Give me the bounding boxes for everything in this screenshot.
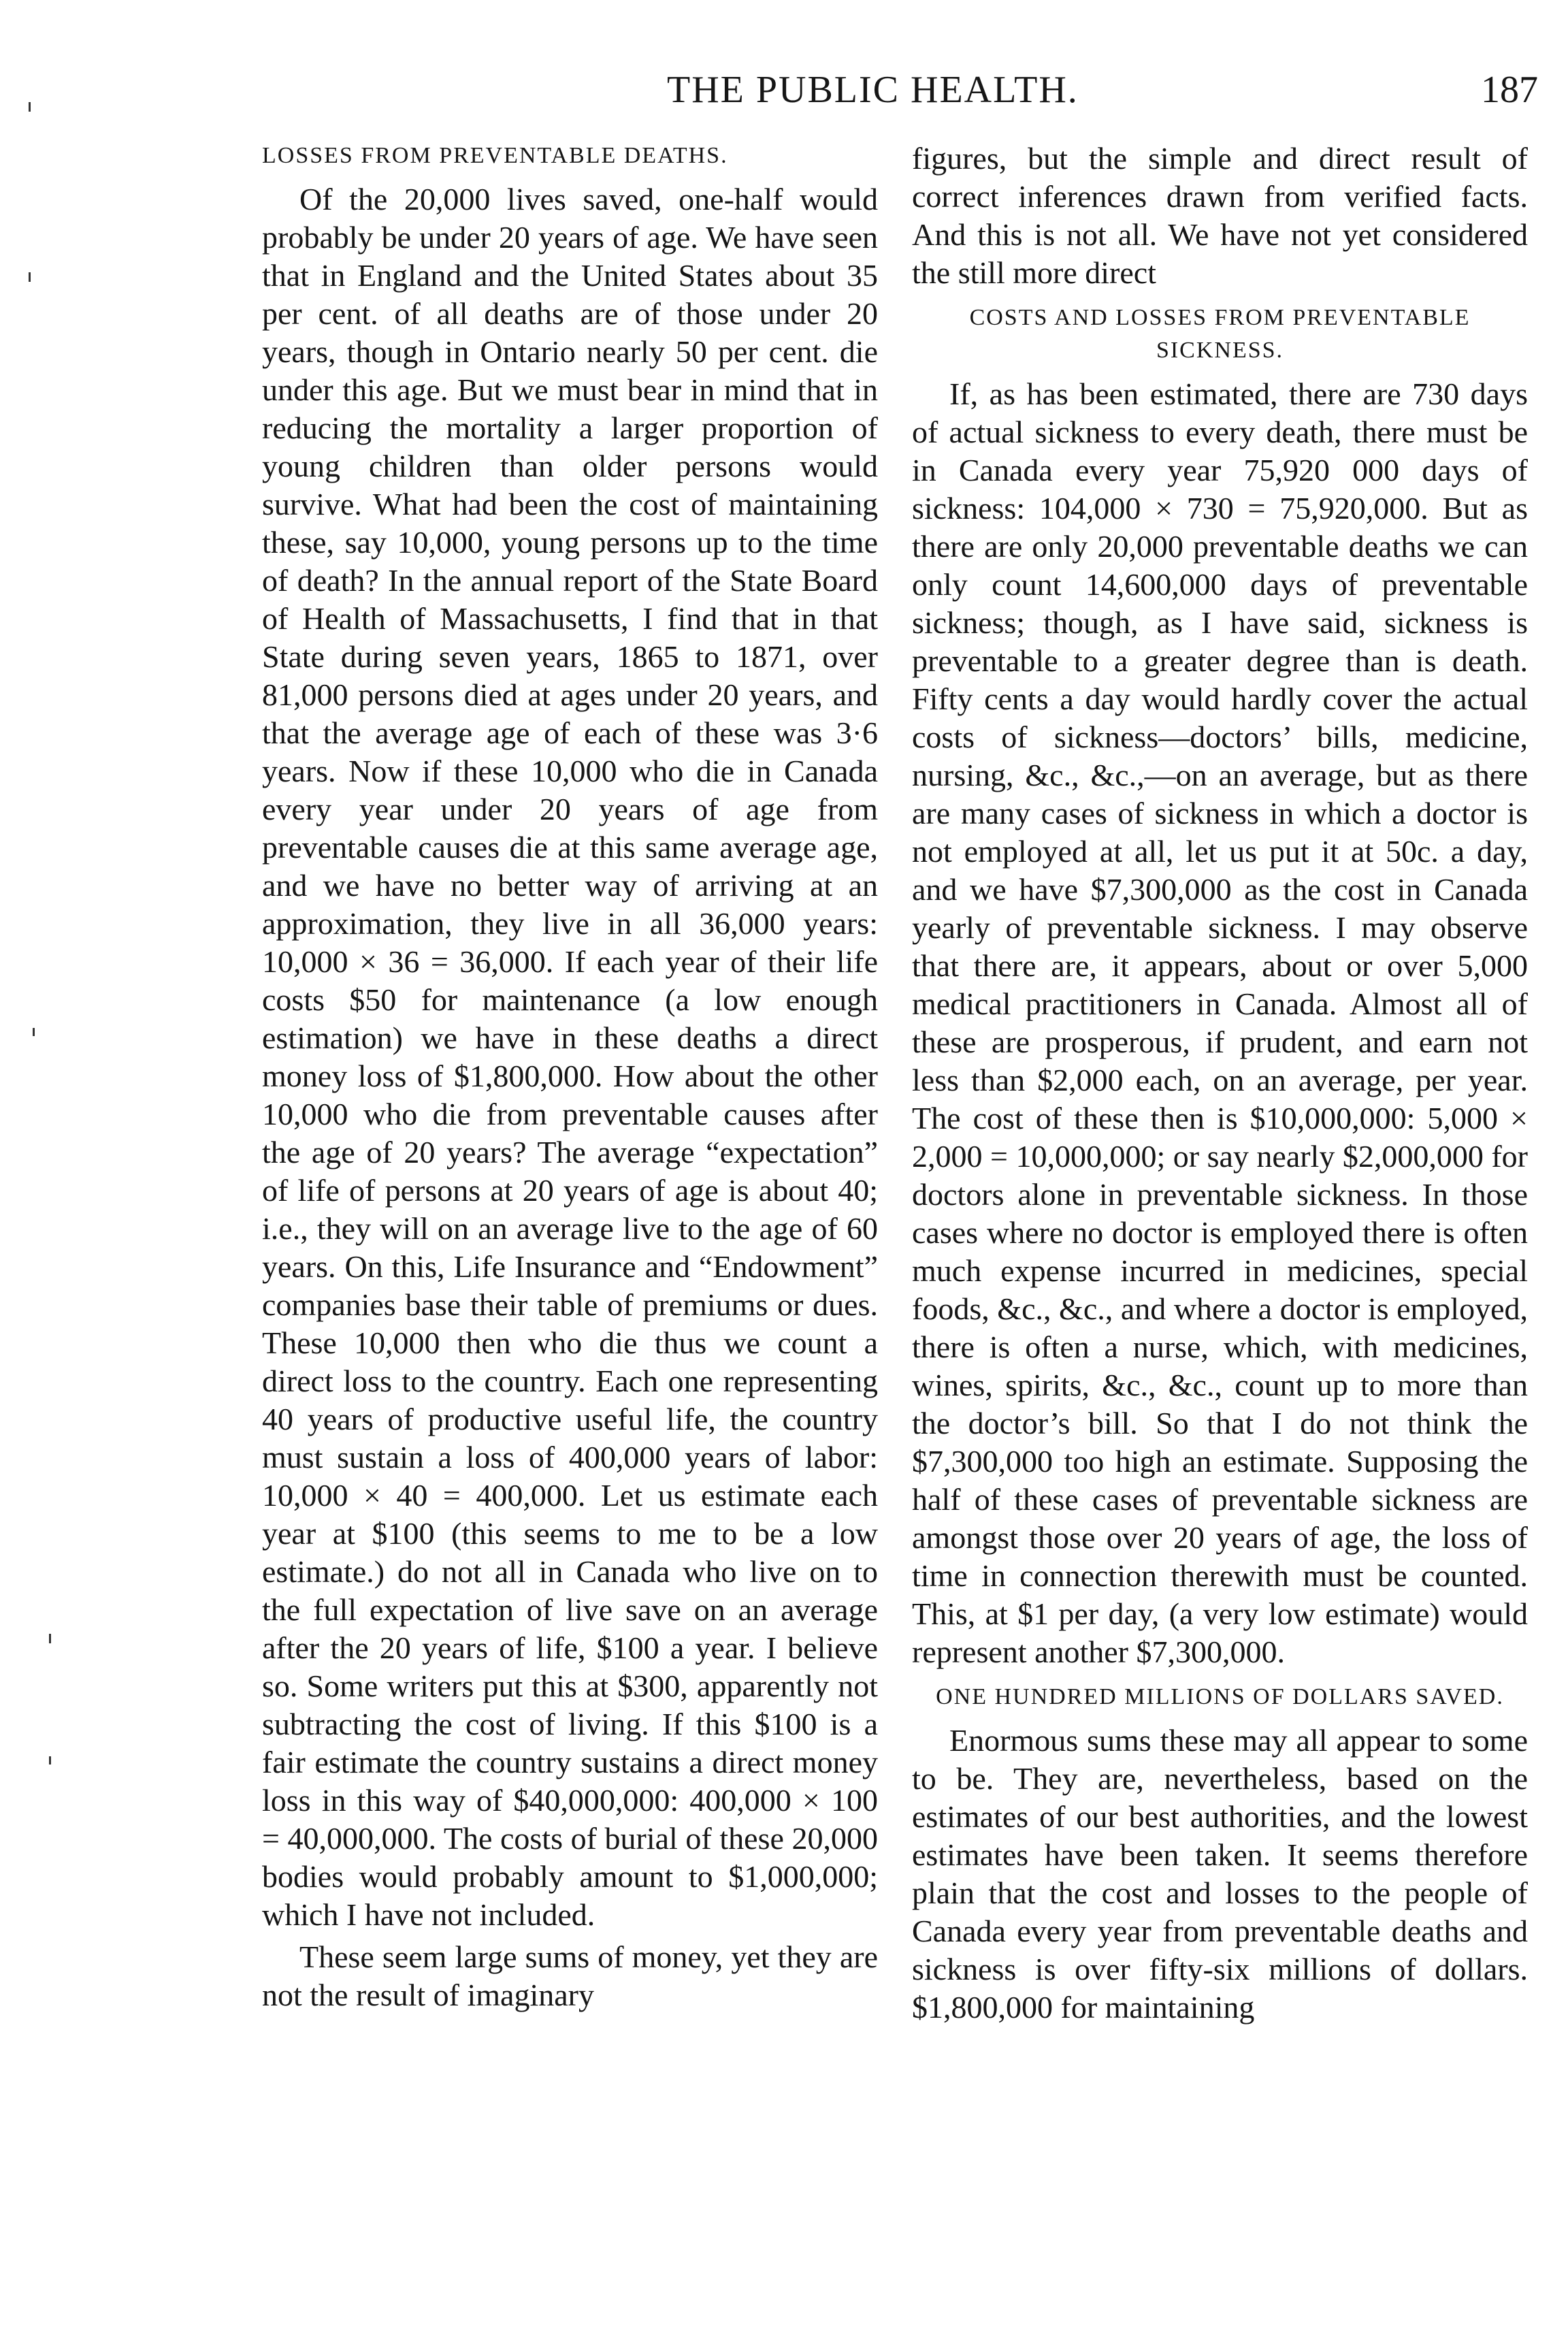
right-paragraph-sickness: If, as has been estimated, there are 730 days of actual sickness to every death, there must be in Canada every year 75,920 000 days of sickness: 104,000 × 730 = 75,920,000. But as there are only 20,000 preventable deaths we can only count 14,600,000 days of preventable sickness; though, as I have said, sickness is preventable to a greater degree than is death. Fifty cents a day would hardly cover the actual costs of sickness—doctors’ bills, medicine, nursing, &c., &c.,—on an average, but as there are many cases of sickness in which a doctor is not employed at all, let us put it at 50c. a day, and we have $7,300,000 as the cost in Canada yearly of preventable sickness. I may observe that there are, it appears, about or over 5,000 medical practitioners in Canada. Almost all of these are prosperous, if prudent, and earn not less than $2,000 each, on an average, per year. The cost of these then is $10,000,000: 5,000 × 2,000 = 10,000,000; or say nearly $2,000,000 for doctors alone in preventable sickness. In those cases where no doctor is employed there is often much expense incurred in medicines, special foods, &c., &c., and where a doctor is employed, there is often a nurse, which, with medicines, wines, spirits, &c., &c., count up to more than the doctor’s bill. So that I do not think the $7,300,000 too high an estimate. Supposing the half of these cases of preventable sickness are amongst those over 20 years of age, the loss of time in connection therewith must be counted. This, at $1 per day, (a very low estimate) would represent another $7,300,000. [912,376,1528,1669]
section-heading-losses-deaths: LOSSES FROM PREVENTABLE DEATHS. [262,143,728,168]
right-continuation-paragraph: figures, but the simple and direct result of correct inferences drawn from verified facts. And this is not all. We have not yet considered the still more direct [912,141,1528,290]
margin-speck [49,1634,51,1643]
margin-speck [49,1756,51,1764]
left-column [262,140,878,2018]
margin-speck [29,102,31,112]
page-header [259,68,1538,129]
margin-speck [29,272,31,282]
right-column [912,140,1528,2031]
section-heading-millions-saved: ONE HUNDRED MILLIONS OF DOLLARS SAVED. [936,1684,1504,1709]
margin-speck [33,1028,35,1036]
left-paragraph-main: Of the 20,000 lives saved, one-half would probably be under 20 years of age. We have seen that in England and the United States about 35 per cent. of all deaths are of those under 20 years, though in Ontario nearly 50 per cent. die under this age. But we must bear in mind that in reducing the mortality a larger proportion of young children than older persons would survive. What had been the cost of maintaining these, say 10,000, young persons up to the time of death? In the annual report of the State Board of Health of Massachusetts, I find that in that State during seven years, 1865 to 1871, over 81,000 persons died at ages under 20 years, and that the average age of each of these was 3·6 years. Now if these 10,000 who die in Canada every year under 20 years of age from preventable causes die at this same average age, and we have no better way of arriving at an approximation, they live in all 36,000 years: 10,000 × 36 = 36,000. If each year of their life costs $50 for maintenance (a low enough estimation) we have in these deaths a direct money loss of $1,800,000. How about the other 10,000 who die from preventable causes after the age of 20 years? The average “expectation” of life of persons at 20 years of age is about 40; i.e., they will on an average live to the age of 60 years. On this, Life Insurance and “Endowment” companies base their table of premiums or dues. These 10,000 then who die thus we count a direct loss to the country. Each one representing 40 years of productive useful life, the country must sustain a loss of 400,000 years of labor: 10,000 × 40 = 400,000. Let us estimate each year at $100 (this seems to me to be a low estimate.) do not all in Canada who live on to the full expectation of live save on an average after the 20 years of life, $100 a year. I believe so. Some writers put this at $300, apparently not subtracting the cost of living. If this $100 is a fair estimate the country sustains a direct money loss in this way of $40,000,000: 400,000 × 100 = 40,000,000. The costs of burial of these 20,000 bodies would probably amount to $1,000,000; which I have not included. [262,182,878,1932]
page-number: 187 [1481,69,1538,111]
left-paragraph-closing: These seem large sums of money, yet they are not the result of imaginary [262,1939,878,2012]
running-title: THE PUBLIC HEALTH. [667,69,1079,111]
section-heading-sickness-costs: COSTS AND LOSSES FROM PREVENTABLE SICKNESS. [969,305,1471,363]
right-paragraph-enormous-sums: Enormous sums these may all appear to some to be. They are, nevertheless, based on the estimates of our best authorities, and the lowest estimates have been taken. It seems therefore plain that the cost and losses to the people of Canada every year from preventable deaths and sickness is over fifty-six millions of dollars. $1,800,000 for maintaining [912,1723,1528,2025]
